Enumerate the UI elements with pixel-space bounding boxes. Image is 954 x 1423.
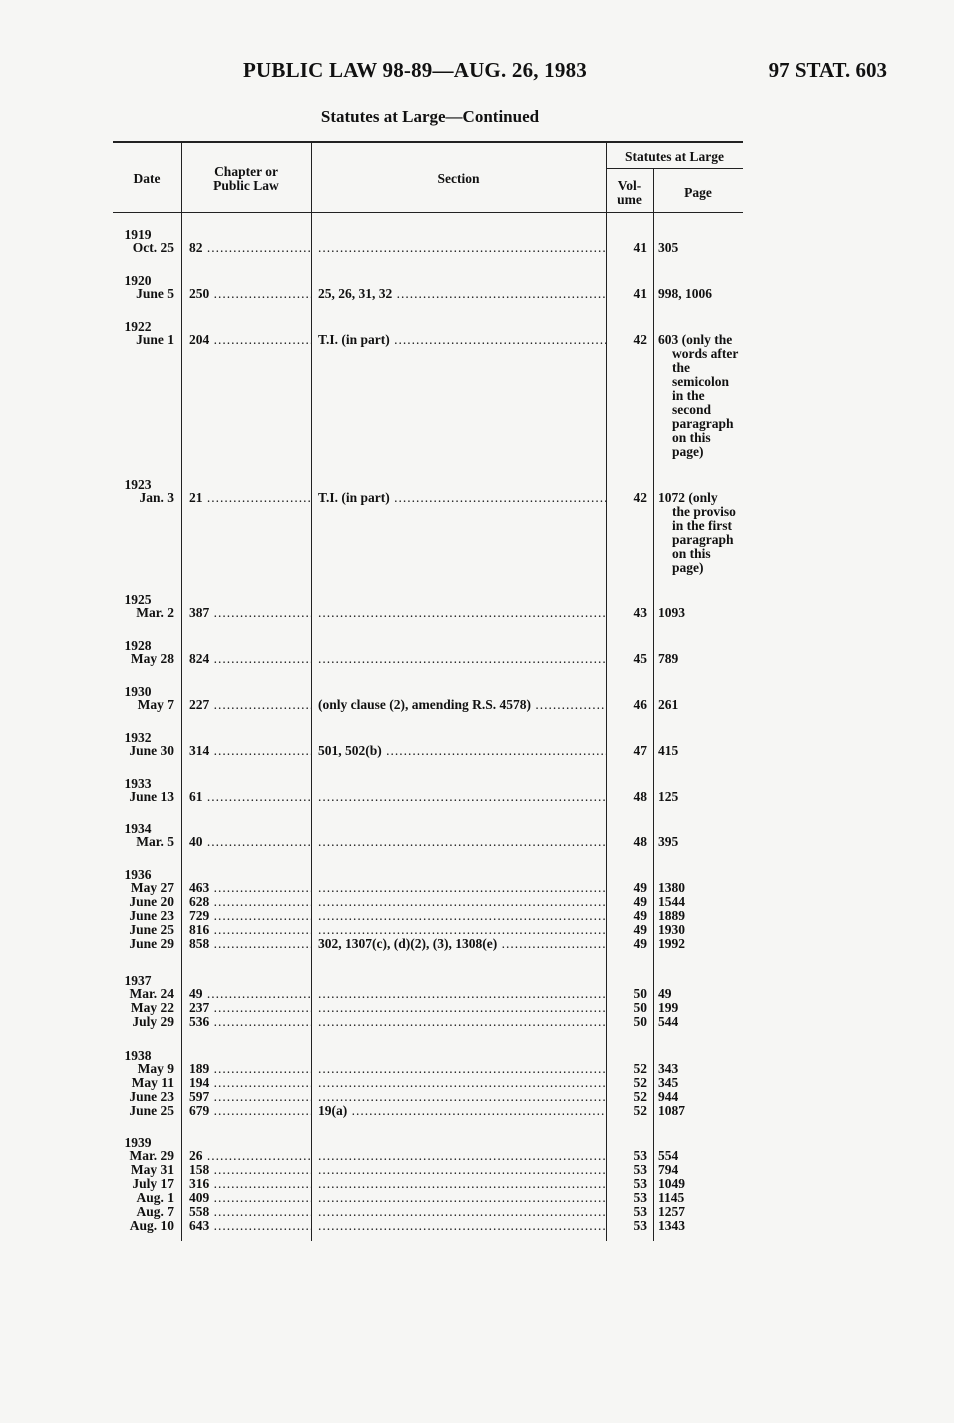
page-cell: [658, 241, 746, 255]
chapter-cell: [189, 1177, 311, 1191]
date-cell: Aug. 10: [129, 1218, 174, 1233]
chapter-cell: [189, 241, 311, 255]
chapter-column-rule: [311, 141, 312, 1241]
section-cell: [318, 1163, 606, 1177]
chapter-value: 387 .....: [189, 606, 311, 620]
section-cell: [318, 895, 606, 909]
page-line: the: [672, 360, 690, 375]
page-cell: [658, 1015, 746, 1029]
date-cell: June 1: [136, 332, 174, 347]
page-line: 1930: [658, 922, 685, 937]
year-label: 1922: [124, 319, 152, 334]
page-line: 789: [658, 651, 679, 666]
page-cell: [658, 937, 746, 951]
date-cell: June 29: [129, 936, 174, 951]
volume-cell: 48: [633, 834, 647, 849]
statutes-table: [113, 141, 743, 1241]
section-cell: [318, 1001, 606, 1015]
chapter-value: 558 .....: [189, 1205, 311, 1219]
volume-cell: 42: [633, 490, 647, 505]
section-cell: [318, 987, 606, 1001]
page-stat-reference: 97 STAT. 603: [768, 58, 887, 82]
section-cell: [318, 744, 606, 758]
chapter-cell: [189, 1001, 311, 1015]
chapter-value: 82 .....: [189, 241, 311, 255]
page-cell: [658, 491, 746, 575]
page-cell: [658, 881, 746, 895]
page-line: 554: [658, 1148, 679, 1163]
page-line: words after: [672, 346, 739, 361]
date-cell: Aug. 7: [136, 1204, 174, 1219]
chapter-cell: [189, 895, 311, 909]
page-line: 1343: [658, 1218, 685, 1233]
page-line: 1380: [658, 880, 685, 895]
chapter-value: 49 .....: [189, 987, 311, 1001]
page-cell: [658, 790, 746, 804]
chapter-value: 21 .....: [189, 491, 311, 505]
page-cell: [658, 1163, 746, 1177]
chapter-cell: [189, 1219, 311, 1233]
section-value: 19(a) .....: [318, 1104, 606, 1118]
page-line: 1145: [658, 1190, 685, 1205]
volume-cell: 49: [633, 922, 647, 937]
page-line: 998, 1006: [658, 286, 712, 301]
section-cell: [318, 909, 606, 923]
chapter-value: 250 .....: [189, 287, 311, 301]
chapter-cell: [189, 1149, 311, 1163]
section-value: [318, 1163, 606, 1177]
running-head-title: PUBLIC LAW 98-89—AUG. 26, 1983: [243, 58, 587, 82]
section-cell: [318, 1104, 606, 1118]
volume-cell: 43: [633, 605, 647, 620]
section-value: [318, 606, 606, 620]
section-cell: [318, 1149, 606, 1163]
section-cell: [318, 287, 606, 301]
chapter-cell: [189, 881, 311, 895]
year-label: 1934: [124, 821, 152, 836]
section-value: [318, 241, 606, 255]
page-cell: [658, 606, 746, 620]
page-line: 1257: [658, 1204, 685, 1219]
page-line: 261: [658, 697, 679, 712]
date-cell: Jan. 3: [139, 490, 174, 505]
date-cell: May 31: [130, 1162, 174, 1177]
page-cell: [658, 923, 746, 937]
page-cell: [658, 835, 746, 849]
volume-cell: 53: [633, 1148, 647, 1163]
section-value: [318, 1219, 606, 1233]
section-value: (only clause (2), amending R.S. 4578) .....: [318, 698, 606, 712]
page-line: on this: [672, 430, 711, 445]
date-cell: May 7: [137, 697, 174, 712]
volume-cell: 53: [633, 1190, 647, 1205]
volume-cell: 52: [633, 1075, 647, 1090]
page-line: semicolon: [672, 374, 729, 389]
year-label: 1932: [124, 730, 152, 745]
page-cell: [658, 333, 746, 459]
volume-cell: 49: [633, 908, 647, 923]
chapter-cell: [189, 835, 311, 849]
page-line: 603 (only the: [658, 332, 733, 347]
page-line: 1889: [658, 908, 685, 923]
year-label: 1928: [124, 638, 152, 653]
header-chapter-line2: Public Law: [213, 178, 279, 193]
page-line: 794: [658, 1162, 679, 1177]
section-value: [318, 835, 606, 849]
chapter-cell: [189, 937, 311, 951]
section-cell: [318, 652, 606, 666]
date-cell: May 27: [130, 880, 174, 895]
chapter-value: 189 .....: [189, 1062, 311, 1076]
section-value: 25, 26, 31, 32 .....: [318, 287, 606, 301]
header-volume-line1: Vol-: [617, 178, 642, 193]
section-value: [318, 790, 606, 804]
section-cell: [318, 333, 606, 347]
date-cell: May 9: [137, 1061, 174, 1076]
date-cell: July 17: [132, 1176, 174, 1191]
volume-cell: 49: [633, 880, 647, 895]
chapter-cell: [189, 1076, 311, 1090]
chapter-value: 237 .....: [189, 1001, 311, 1015]
volume-cell: 52: [633, 1089, 647, 1104]
header-chapter-line1: Chapter or: [214, 164, 278, 179]
chapter-value: 597 .....: [189, 1090, 311, 1104]
chapter-value: 40 .....: [189, 835, 311, 849]
page-line: 544: [658, 1014, 679, 1029]
page-cell: [658, 1219, 746, 1233]
section-value: [318, 1177, 606, 1191]
page-cell: [658, 744, 746, 758]
section-cell: [318, 1062, 606, 1076]
page-cell: [658, 1205, 746, 1219]
section-cell: [318, 835, 606, 849]
page-cell: [658, 1104, 746, 1118]
section-cell: [318, 937, 606, 951]
chapter-cell: [189, 698, 311, 712]
section-value: [318, 923, 606, 937]
volume-cell: 45: [633, 651, 647, 666]
page-line: 1992: [658, 936, 685, 951]
page-line: 1049: [658, 1176, 685, 1191]
page-line: 345: [658, 1075, 679, 1090]
date-cell: June 23: [129, 1089, 174, 1104]
section-value: [318, 895, 606, 909]
year-label: 1923: [124, 477, 152, 492]
date-cell: June 30: [129, 743, 174, 758]
page-line: in the first: [672, 518, 732, 533]
section-value: 501, 502(b) .....: [318, 744, 606, 758]
volume-cell: 49: [633, 894, 647, 909]
chapter-cell: [189, 744, 311, 758]
chapter-value: 463 .....: [189, 881, 311, 895]
section-value: [318, 1191, 606, 1205]
chapter-cell: [189, 1163, 311, 1177]
chapter-cell: [189, 1090, 311, 1104]
year-label: 1937: [124, 973, 152, 988]
chapter-cell: [189, 1015, 311, 1029]
page-cell: [658, 652, 746, 666]
date-cell: Mar. 24: [129, 986, 174, 1001]
page-line: 1087: [658, 1103, 685, 1118]
section-cell: [318, 1191, 606, 1205]
section-cell: [318, 1205, 606, 1219]
section-cell: [318, 790, 606, 804]
date-cell: May 28: [130, 651, 174, 666]
date-cell: June 25: [129, 922, 174, 937]
page-line: 125: [658, 789, 679, 804]
section-value: T.I. (in part) .....: [318, 333, 606, 347]
chapter-cell: [189, 987, 311, 1001]
section-cell: [318, 491, 606, 505]
volume-cell: 53: [633, 1176, 647, 1191]
page-cell: [658, 287, 746, 301]
table-top-rule: [113, 141, 743, 143]
volume-cell: 53: [633, 1204, 647, 1219]
year-label: 1925: [124, 592, 152, 607]
chapter-value: 643 .....: [189, 1219, 311, 1233]
year-label: 1933: [124, 776, 152, 791]
volume-cell: 50: [633, 986, 647, 1001]
running-head: [0, 58, 954, 88]
date-cell: Mar. 29: [129, 1148, 174, 1163]
date-cell: Oct. 25: [132, 240, 174, 255]
header-page: Page: [684, 185, 712, 200]
page-line: 199: [658, 1000, 679, 1015]
section-cell: [318, 241, 606, 255]
section-value: [318, 987, 606, 1001]
section-cell: [318, 1219, 606, 1233]
page-line: in the: [672, 388, 705, 403]
statutes-header-rule: [606, 168, 743, 169]
section-cell: [318, 1090, 606, 1104]
volume-cell: 52: [633, 1061, 647, 1076]
page-line: on this: [672, 546, 711, 561]
page-cell: [658, 1090, 746, 1104]
page-line: paragraph: [672, 532, 734, 547]
header-volume: [606, 179, 653, 207]
header-bottom-rule: [113, 212, 743, 213]
year-label: 1939: [124, 1135, 152, 1150]
chapter-value: 26 .....: [189, 1149, 311, 1163]
volume-cell: 41: [633, 286, 647, 301]
chapter-cell: [189, 491, 311, 505]
page-cell: [658, 1149, 746, 1163]
page-line: second: [672, 402, 712, 417]
page-line: page): [672, 560, 704, 575]
chapter-value: 816 .....: [189, 923, 311, 937]
date-cell: May 22: [130, 1000, 174, 1015]
chapter-value: 204 .....: [189, 333, 311, 347]
page-line: page): [672, 444, 704, 459]
section-value: T.I. (in part) .....: [318, 491, 606, 505]
section-cell: [318, 1076, 606, 1090]
volume-cell: 47: [633, 743, 647, 758]
header-volume-line2: ume: [617, 192, 642, 207]
page-cell: [658, 895, 746, 909]
chapter-value: 314 .....: [189, 744, 311, 758]
section-value: [318, 1149, 606, 1163]
section-cell: [318, 1177, 606, 1191]
header-date: Date: [133, 171, 161, 186]
section-cell: [318, 698, 606, 712]
chapter-cell: [189, 923, 311, 937]
chapter-value: 194 .....: [189, 1076, 311, 1090]
page-line: 395: [658, 834, 679, 849]
header-chapter: [181, 165, 311, 193]
volume-cell: 41: [633, 240, 647, 255]
page-line: 49: [658, 986, 672, 1001]
chapter-cell: [189, 1191, 311, 1205]
chapter-value: 679 .....: [189, 1104, 311, 1118]
year-label: 1936: [124, 867, 152, 882]
year-label: 1920: [124, 273, 152, 288]
page-line: 415: [658, 743, 679, 758]
volume-cell: 46: [633, 697, 647, 712]
section-value: [318, 1001, 606, 1015]
date-cell: Mar. 2: [136, 605, 174, 620]
page-cell: [658, 1191, 746, 1205]
page-cell: [658, 1001, 746, 1015]
volume-cell: 42: [633, 332, 647, 347]
page-cell: [658, 987, 746, 1001]
chapter-cell: [189, 1104, 311, 1118]
date-cell: May 11: [131, 1075, 174, 1090]
page-line: 944: [658, 1089, 679, 1104]
section-value: 302, 1307(c), (d)(2), (3), 1308(e) .....: [318, 937, 606, 951]
section-cell: [318, 881, 606, 895]
chapter-cell: [189, 606, 311, 620]
chapter-value: 628 .....: [189, 895, 311, 909]
volume-cell: 50: [633, 1000, 647, 1015]
section-cell: [318, 606, 606, 620]
chapter-cell: [189, 1062, 311, 1076]
chapter-value: 227 .....: [189, 698, 311, 712]
year-label: 1938: [124, 1048, 152, 1063]
page-cell: [658, 698, 746, 712]
chapter-value: 158 .....: [189, 1163, 311, 1177]
chapter-value: 61 .....: [189, 790, 311, 804]
chapter-value: 536 .....: [189, 1015, 311, 1029]
section-cell: [318, 1015, 606, 1029]
volume-cell: 49: [633, 936, 647, 951]
section-value: [318, 909, 606, 923]
chapter-value: 858 .....: [189, 937, 311, 951]
volume-cell: 48: [633, 789, 647, 804]
page-cell: [658, 1076, 746, 1090]
section-value: [318, 1090, 606, 1104]
year-label: 1919: [124, 227, 152, 242]
section-value: [318, 1062, 606, 1076]
page-line: 305: [658, 240, 679, 255]
date-column-rule: [181, 141, 182, 1241]
chapter-cell: [189, 909, 311, 923]
table-title: Statutes at Large—Continued: [320, 107, 540, 126]
page-line: 1093: [658, 605, 685, 620]
date-cell: June 25: [129, 1103, 174, 1118]
section-value: [318, 652, 606, 666]
section-value: [318, 881, 606, 895]
volume-column-rule: [653, 168, 654, 1241]
page-line: 1544: [658, 894, 685, 909]
date-cell: July 29: [132, 1014, 174, 1029]
date-cell: June 13: [129, 789, 174, 804]
chapter-value: 729 .....: [189, 909, 311, 923]
page-line: 343: [658, 1061, 679, 1076]
page-cell: [658, 1062, 746, 1076]
section-value: [318, 1205, 606, 1219]
page-cell: [658, 909, 746, 923]
section-value: [318, 1015, 606, 1029]
date-cell: Mar. 5: [136, 834, 174, 849]
date-cell: Aug. 1: [136, 1190, 174, 1205]
chapter-cell: [189, 333, 311, 347]
chapter-cell: [189, 287, 311, 301]
page-line: 1072 (only: [658, 490, 718, 505]
section-cell: [318, 923, 606, 937]
page-line: the proviso: [672, 504, 736, 519]
volume-cell: 52: [633, 1103, 647, 1118]
date-cell: June 5: [136, 286, 174, 301]
date-cell: June 20: [129, 894, 174, 909]
volume-cell: 53: [633, 1162, 647, 1177]
chapter-value: 824 .....: [189, 652, 311, 666]
section-value: [318, 1076, 606, 1090]
volume-cell: 53: [633, 1218, 647, 1233]
chapter-cell: [189, 652, 311, 666]
chapter-value: 409 .....: [189, 1191, 311, 1205]
date-cell: June 23: [129, 908, 174, 923]
page-cell: [658, 1177, 746, 1191]
year-label: 1930: [124, 684, 152, 699]
chapter-cell: [189, 790, 311, 804]
header-section: Section: [437, 171, 480, 186]
chapter-value: 316 .....: [189, 1177, 311, 1191]
volume-cell: 50: [633, 1014, 647, 1029]
page-line: paragraph: [672, 416, 734, 431]
chapter-cell: [189, 1205, 311, 1219]
header-statutes-at-large: Statutes at Large: [625, 149, 724, 164]
